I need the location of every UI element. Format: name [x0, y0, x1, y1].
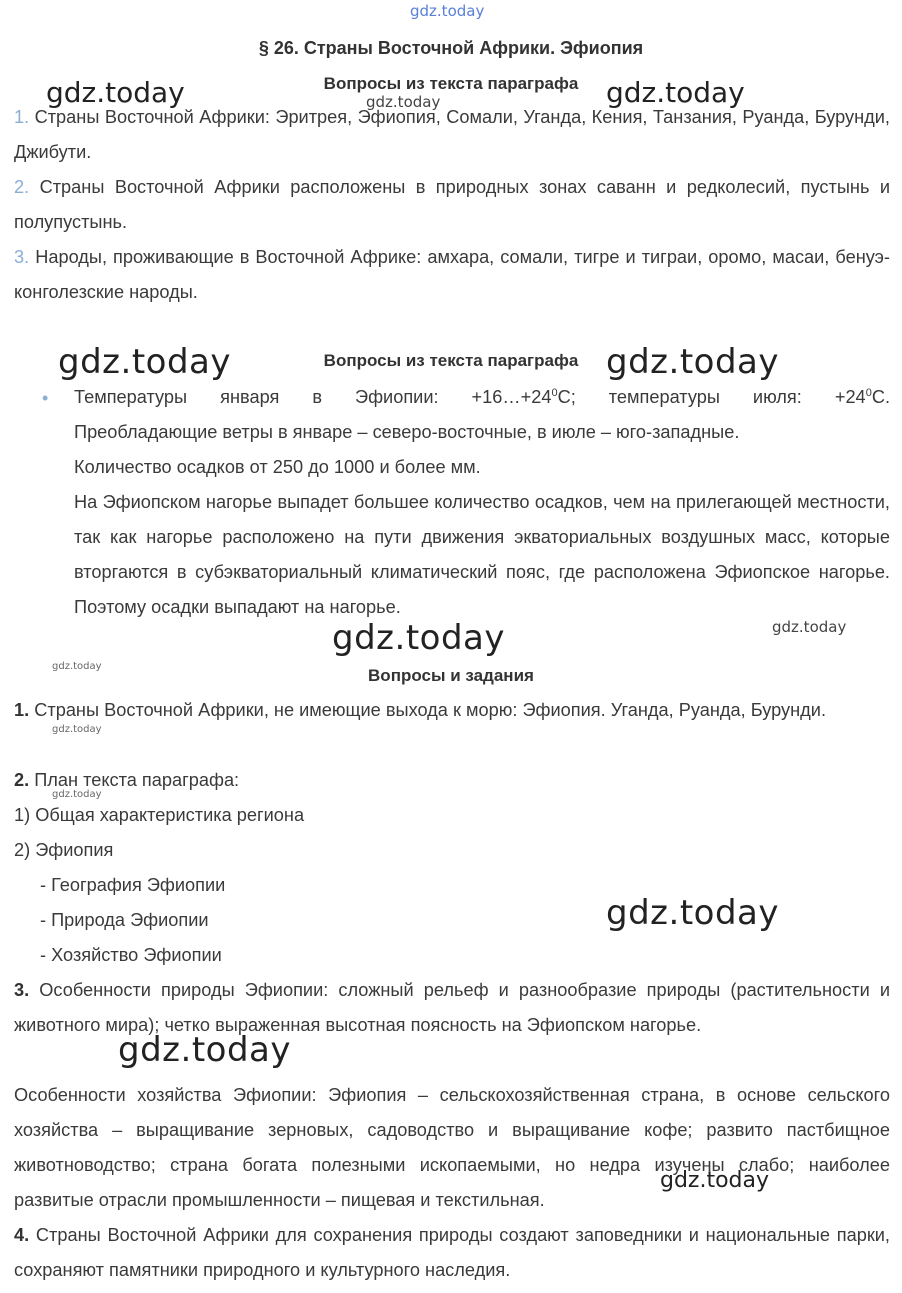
item-text: Страны Восточной Африки расположены в природных зонах саванн и редколесий, пустынь и полупустынь.: [14, 177, 890, 232]
watermark: gdz.today: [58, 342, 231, 382]
item-text: Страны Восточной Африки: Эритрея, Эфиопия, Сомали, Уганда, Кения, Танзания, Руанда, Бурунди, Джибути.: [14, 107, 890, 162]
question-2: [14, 763, 890, 798]
section1-item-1: [14, 100, 890, 170]
watermark: gdz.today: [366, 93, 441, 111]
temp-suffix: С.: [871, 387, 890, 407]
degree-sup: 0: [865, 386, 872, 399]
watermark: gdz.today: [46, 76, 185, 109]
watermark: gdz.today: [660, 1168, 770, 1193]
section2-heading: Вопросы из текста параграфа: [323, 351, 579, 370]
precipitation-line: Количество осадков от 250 до 1000 и более мм.: [74, 457, 481, 477]
plan-item: 1) Общая характеристика региона: [14, 805, 305, 825]
watermark: gdz.today: [606, 342, 779, 382]
bullet-marker: •: [42, 388, 49, 408]
item-text: Страны Восточной Африки для сохранения природы создают заповедники и национальные парки, сохраняют памятники природного и культурного наследия.: [14, 1225, 890, 1280]
watermark: gdz.today: [606, 76, 745, 109]
plan-subitem: - Хозяйство Эфиопии: [40, 945, 222, 965]
item-number: 4.: [14, 1225, 30, 1245]
item-number: 3.: [14, 247, 30, 267]
item-text: Народы, проживающие в Восточной Африке: амхара, сомали, тигре и тиграи, оромо, масаи, бенуэ-конголезские народы.: [14, 247, 890, 302]
plan-subitem: - Природа Эфиопии: [40, 910, 209, 930]
temp-mid: С; температуры июля: +24: [557, 387, 866, 407]
watermark: gdz.today: [52, 661, 102, 672]
page-title: § 26. Страны Восточной Африки. Эфиопия: [258, 38, 644, 58]
watermark: gdz.today: [118, 1030, 291, 1070]
section1-heading: Вопросы из текста параграфа: [323, 74, 579, 93]
explanation-paragraph: На Эфиопском нагорье выпадет большее количество осадков, чем на прилегающей местности, так как нагорье расположено на пути движения экваториальных воздушных масс, которые вторгаются в субэкваториальный климатический пояс, где расположена Эфиопское нагорье. Поэтому осадки выпадают на нагорье.: [74, 492, 890, 617]
item-text: Страны Восточной Африки, не имеющие выхода к морю: Эфиопия. Уганда, Руанда, Бурунди.: [34, 700, 827, 720]
question-1: [14, 693, 890, 728]
watermark-top: gdz.today: [410, 2, 485, 20]
item-text: План текста параграфа:: [34, 770, 240, 790]
item-number: 2.: [14, 770, 30, 790]
temperature-line: [74, 380, 890, 415]
watermark: gdz.today: [606, 893, 779, 933]
plan-subitem: - География Эфиопии: [40, 875, 226, 895]
watermark: gdz.today: [52, 789, 102, 800]
item-number: 2.: [14, 177, 30, 197]
watermark: gdz.today: [52, 724, 102, 735]
item-number: 3.: [14, 980, 30, 1000]
section1-item-3: [14, 240, 890, 310]
section3-heading: Вопросы и задания: [368, 666, 534, 685]
section1-item-2: [14, 170, 890, 240]
watermark: gdz.today: [772, 618, 847, 636]
plan-item: 2) Эфиопия: [14, 840, 114, 860]
watermark: gdz.today: [332, 618, 505, 658]
item-number: 1.: [14, 107, 30, 127]
degree-sup: 0: [551, 386, 558, 399]
section2-body: [74, 380, 890, 625]
winds-line: Преобладающие ветры в январе – северо-восточные, в июле – юго-западные.: [74, 422, 740, 442]
question-4: [14, 1218, 890, 1288]
item-text: Особенности природы Эфиопии: сложный рельеф и разнообразие природы (растительности и животного мира); четко выраженная высотная поясность на Эфиопском нагорье.: [14, 980, 890, 1035]
temp-prefix: Температуры января в Эфиопии: +16…+24: [74, 387, 552, 407]
item-number: 1.: [14, 700, 30, 720]
question-3-economy: Особенности хозяйства Эфиопии: Эфиопия – сельскохозяйственная страна, в основе сельского хозяйства – выращивание зерновых, садоводство и выращивание кофе; развито пастбищное животноводство; страна богата полезными ископаемыми, но недра изучены слабо; наиболее развитые отрасли промышленности – пищевая и текстильная.: [14, 1085, 890, 1210]
